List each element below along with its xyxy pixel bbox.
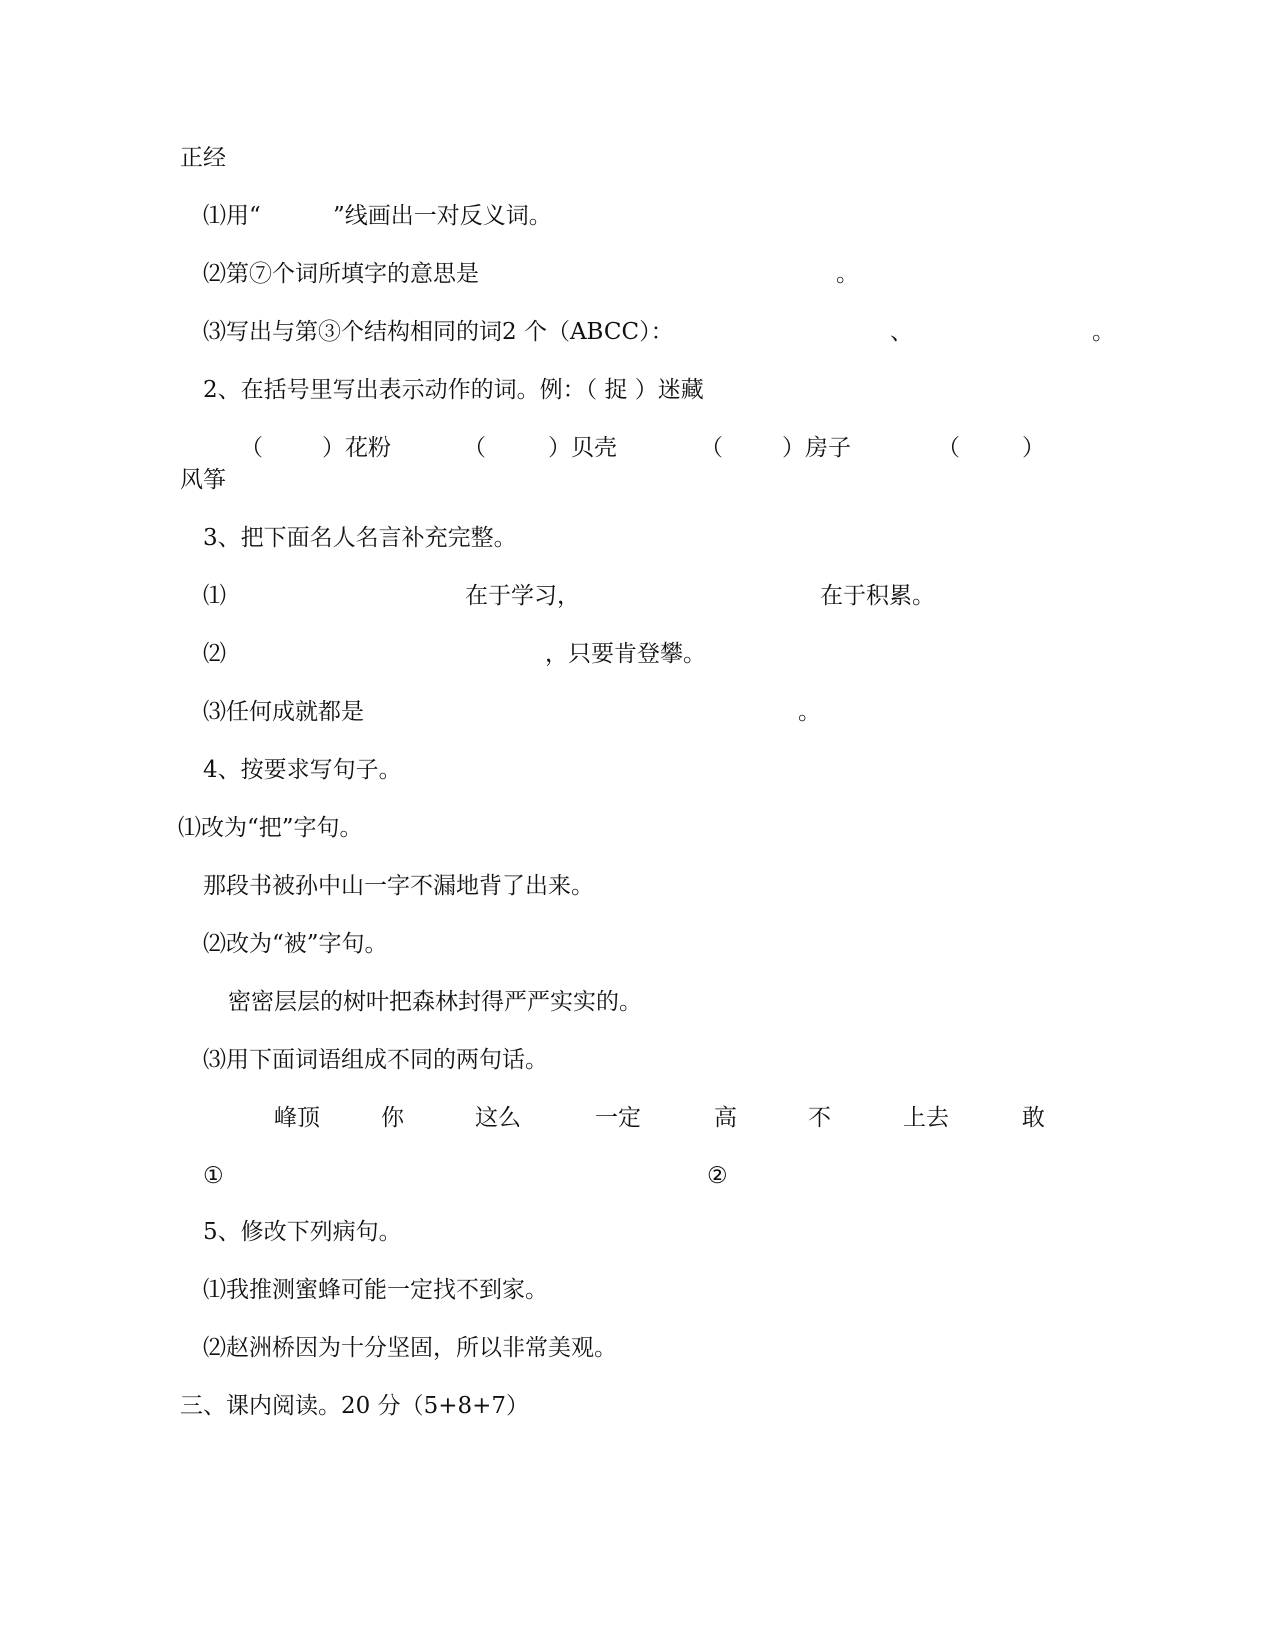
question-5-2: ⑵赵洲桥因为十分坚固，所以非常美观。: [203, 1335, 617, 1361]
question-3-1-num: ⑴: [203, 583, 226, 609]
word-item: 敢: [1022, 1105, 1045, 1131]
blank-item: 风筝: [180, 467, 226, 493]
question-3-2-num: ⑵: [203, 641, 226, 667]
question-1-1: ⑴用“: [203, 203, 261, 229]
question-4-heading: 4、按要求写句子。: [203, 757, 402, 783]
question-1-2: ⑵第⑦个词所填字的意思是: [203, 261, 479, 287]
paren-close: ）: [1022, 435, 1045, 461]
question-3-heading: 3、把下面名人名言补充完整。: [203, 525, 517, 551]
section-3-heading: 三、课内阅读。20 分（5+8+7）: [180, 1393, 530, 1419]
question-4-1-sentence: 那段书被孙中山一字不漏地背了出来。: [203, 873, 594, 899]
question-1-1-cont: ”线画出一对反义词。: [333, 203, 552, 229]
question-1-3-sep: 、: [890, 319, 913, 345]
question-5-heading: 5、修改下列病句。: [203, 1219, 402, 1245]
question-3-1-mid: 在于学习，: [465, 583, 580, 609]
question-4-2-sentence: 密密层层的树叶把森林封得严严实实的。: [228, 989, 642, 1015]
word-item: 上去: [903, 1105, 949, 1131]
paren-open: （: [463, 435, 486, 461]
question-3-2-end: ，只要肯登攀。: [545, 641, 706, 667]
question-3-3-end: 。: [798, 699, 821, 725]
word-item: 一定: [595, 1105, 641, 1131]
blank-item: ）贝壳: [548, 435, 617, 461]
word-item: 不: [808, 1105, 831, 1131]
question-4-3: ⑶用下面词语组成不同的两句话。: [203, 1047, 548, 1073]
question-4-2: ⑵改为“被”字句。: [203, 931, 388, 957]
blank-item: ）花粉: [322, 435, 391, 461]
answer-marker-1: ①: [203, 1163, 224, 1189]
word-item: 你: [381, 1105, 404, 1131]
text-line: 正经: [180, 145, 226, 171]
question-2-heading: 2、在括号里写出表示动作的词。例：（ 捉 ）迷藏: [203, 377, 704, 403]
word-item: 高: [714, 1105, 737, 1131]
word-item: 峰顶: [274, 1105, 320, 1131]
question-1-3-end: 。: [1092, 319, 1115, 345]
question-1-2-end: 。: [836, 261, 859, 287]
paren-open: （: [700, 435, 723, 461]
question-4-1: ⑴改为“把”字句。: [178, 815, 363, 841]
question-3-1-end: 在于积累。: [820, 583, 935, 609]
question-5-1: ⑴我推测蜜蜂可能一定找不到家。: [203, 1277, 548, 1303]
question-1-3: ⑶写出与第③个结构相同的词2 个（ABCC）：: [203, 319, 674, 345]
question-3-3: ⑶任何成就都是: [203, 699, 364, 725]
answer-marker-2: ②: [707, 1163, 728, 1189]
word-item: 这么: [475, 1105, 521, 1131]
blank-item: ）房子: [782, 435, 851, 461]
paren-open: （: [240, 435, 263, 461]
paren-open: （: [937, 435, 960, 461]
